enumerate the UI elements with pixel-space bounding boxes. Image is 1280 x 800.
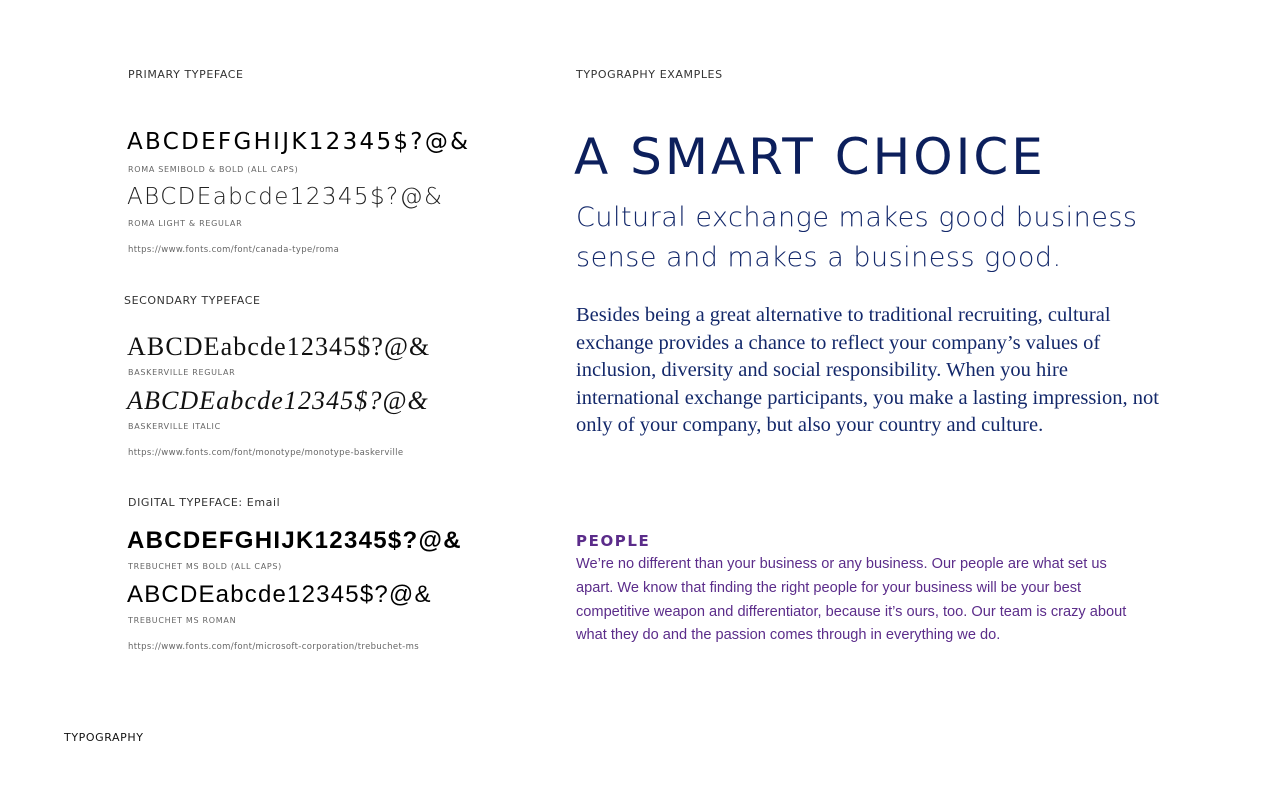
primary-font-link[interactable]: https://www.fonts.com/font/canada-type/roma	[128, 245, 340, 255]
secondary-sample-italic: ABCDEabcde12345$?@&	[127, 386, 429, 415]
digital-sample-roman: ABCDEabcde12345$?@&	[127, 581, 432, 608]
primary-typeface-label: PRIMARY TYPEFACE	[128, 68, 244, 81]
secondary-typeface-label: SECONDARY TYPEFACE	[124, 294, 261, 307]
primary-sample-mixed: ABCDEabcde12345$?@&	[127, 184, 444, 210]
digital-font-link[interactable]: https://www.fonts.com/font/microsoft-corporation/trebuchet-ms	[128, 642, 419, 652]
primary-caption-caps: ROMA SEMIBOLD & BOLD (ALL CAPS)	[128, 165, 299, 174]
digital-typeface-label: DIGITAL TYPEFACE: Email	[128, 496, 281, 509]
digital-caption-roman: TREBUCHET MS ROMAN	[128, 616, 237, 625]
example-body-text: Besides being a great alternative to traditional recruiting, cultural exchange provides a chance to reflect your company’s values of inclusion, diversity and social responsibility. When you hire international exchange participants, you make a lasting impression, not only of your company, but also your country and culture.	[576, 304, 1159, 437]
example-headline: A SMART CHOICE	[574, 128, 1046, 186]
digital-sample-bold: ABCDEFGHIJK12345$?@&	[127, 527, 462, 554]
page-footer-title: TYPOGRAPHY	[64, 731, 144, 744]
primary-sample-caps: ABCDEFGHIJK12345$?@&	[127, 129, 471, 155]
secondary-font-link[interactable]: https://www.fonts.com/font/monotype/monotype-baskerville	[128, 448, 404, 458]
secondary-caption-italic: BASKERVILLE ITALIC	[128, 422, 221, 431]
people-heading: PEOPLE	[576, 532, 651, 550]
typography-examples-label: TYPOGRAPHY EXAMPLES	[576, 68, 723, 81]
secondary-sample-regular: ABCDEabcde12345$?@&	[127, 332, 431, 361]
people-body-text: We’re no different than your business or any business. Our people are what set us apart. We know that finding the right people for your business will be your best competitive weapon and differentiator, because it’s ours, too. Our team is crazy about what they do and the passion comes through in everything we do.	[576, 556, 1127, 644]
primary-caption-mixed: ROMA LIGHT & REGULAR	[128, 219, 243, 228]
secondary-caption-regular: BASKERVILLE REGULAR	[128, 368, 236, 377]
example-subhead: Cultural exchange makes good business sense and makes a business good.	[576, 202, 1138, 273]
digital-caption-bold: TREBUCHET MS BOLD (ALL CAPS)	[128, 562, 282, 571]
